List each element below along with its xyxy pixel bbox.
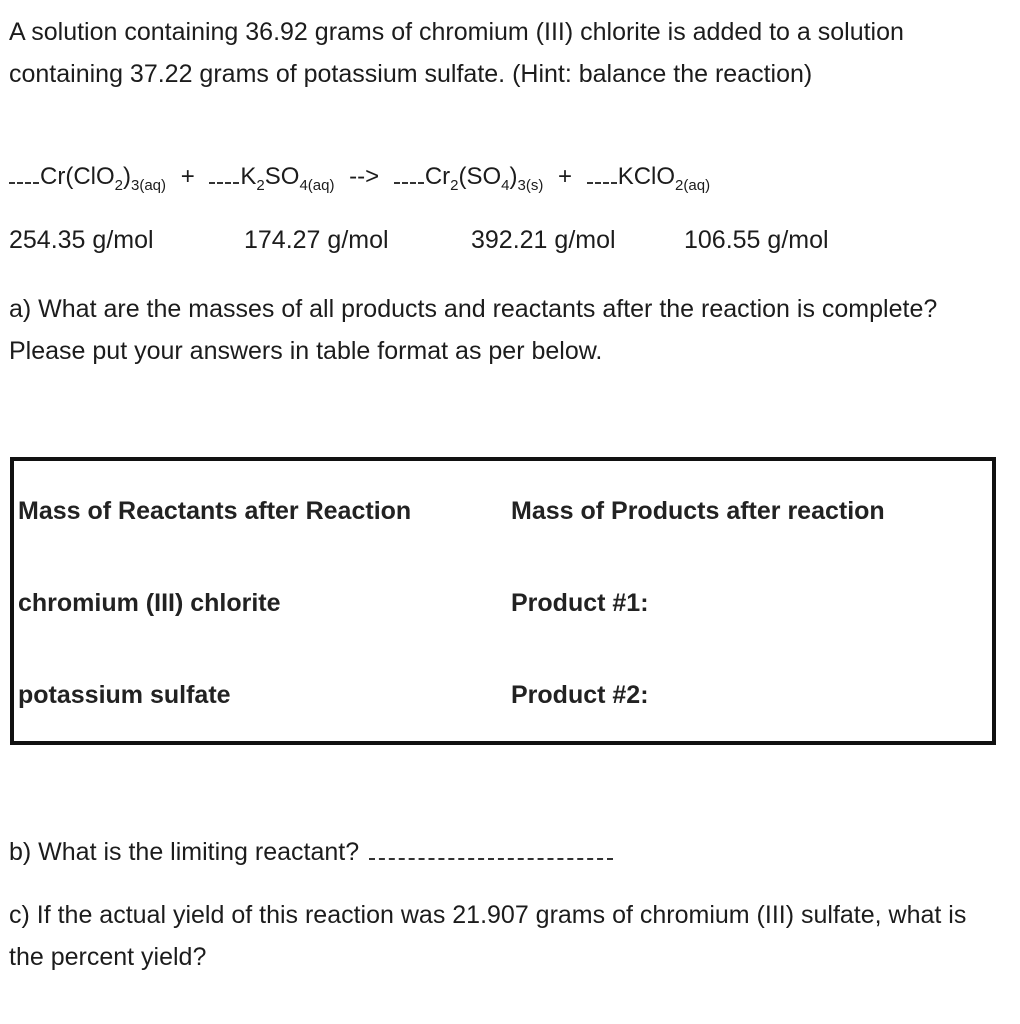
molar-mass-3: 392.21 g/mol: [471, 226, 616, 254]
plus-sign: +: [180, 163, 195, 190]
molar-mass-1: 254.35 g/mol: [9, 226, 154, 254]
question-c: c) If the actual yield of this reaction was 21.907 grams of chromium (III) sulfate, what is the percent yield?: [9, 901, 967, 971]
formula-potassium-sulfate: $K_2SO_{4(aq)}$: [240, 163, 335, 194]
question-b: [9, 831, 999, 873]
coefficient-blank-1[interactable]: [9, 160, 39, 184]
chemical-equation: [9, 160, 710, 194]
product-1-label: Product #1:: [511, 589, 649, 617]
question-a: a) What are the masses of all products and reactants after the reaction is complete? Please put your answers in table format as per below.: [9, 295, 938, 365]
reactant-potassium-sulfate: potassium sulfate: [18, 681, 231, 709]
answer-table: [10, 457, 996, 745]
question-b-text: b) What is the limiting reactant?: [9, 838, 360, 866]
limiting-reactant-blank[interactable]: [369, 838, 613, 860]
header-products: Mass of Products after reaction: [511, 497, 885, 525]
molar-mass-2: 174.27 g/mol: [244, 226, 389, 254]
reactant-chromium-chlorite: chromium (III) chlorite: [18, 589, 281, 617]
molar-mass-4: 106.55 g/mol: [684, 226, 829, 254]
coefficient-blank-2[interactable]: [209, 160, 239, 184]
header-reactants: Mass of Reactants after Reaction: [18, 497, 412, 525]
problem-statement: A solution containing 36.92 grams of chromium (III) chlorite is added to a solution containing 37.22 grams of potassium sulfate. (Hint: balance the reaction): [9, 18, 904, 88]
plus-sign: +: [558, 163, 573, 190]
coefficient-blank-3[interactable]: [394, 160, 424, 184]
formula-chromium-sulfate: $Cr_2(SO_4)_{3(s)}$: [424, 163, 544, 194]
formula-chromium-chlorite: $Cr(ClO_2)_{3(aq)}$: [40, 163, 167, 194]
coefficient-blank-4[interactable]: [587, 160, 617, 184]
reaction-arrow: -->: [349, 163, 380, 190]
formula-potassium-chlorite: KClO$_{2(aq)}$: [617, 163, 711, 194]
product-2-label: Product #2:: [511, 681, 649, 709]
